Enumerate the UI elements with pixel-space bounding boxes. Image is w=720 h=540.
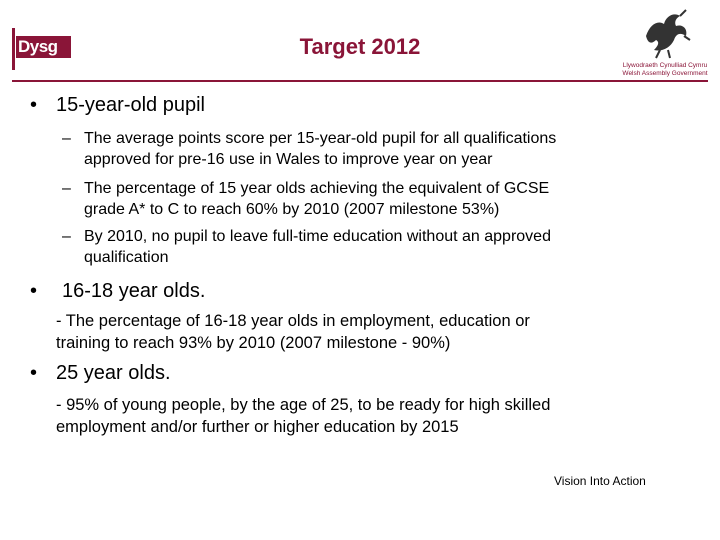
bullet-label: 16-18 year olds. [62,280,206,302]
gov-logo-line2: Welsh Assembly Government [622,70,708,77]
logo-text: Dysg [18,37,58,56]
bullet-label: 25 year olds. [56,362,171,384]
sub-line: By 2010, no pupil to leave full-time education without an approved [84,228,551,245]
sub-line: The average points score per 15-year-old pupil for all qualifications [84,130,557,147]
body-line: employment and/or further or higher education by 2015 [56,418,459,436]
header-divider [12,80,708,82]
footer-text: Vision Into Action [554,474,646,488]
page-title: Target 2012 [299,34,421,59]
gov-logo-line1: Llywodraeth Cynulliad Cymru [622,62,708,69]
sub-dash: – [62,130,71,147]
welsh-assembly-logo [618,6,712,80]
sub-line: approved for pre-16 use in Wales to improve year on year [84,151,493,168]
sub-dash: – [62,228,71,245]
body-line: - The percentage of 16-18 year olds in employment, education or [56,312,530,330]
sub-line: grade A* to C to reach 60% by 2010 (2007 milestone 53%) [84,201,500,218]
body-line: training to reach 93% by 2010 (2007 milestone - 90%) [56,334,451,352]
bullet-dot: • [30,362,38,384]
sub-dash: – [62,180,71,197]
dysg-logo [12,28,68,68]
dragon-icon [640,6,692,60]
bullet-dot: • [30,94,38,116]
bullet-dot: • [30,280,38,302]
bullet-label: 15-year-old pupil [56,94,205,116]
sub-line: qualification [84,249,169,266]
logo-bar [12,28,15,70]
body-line: - 95% of young people, by the age of 25, to be ready for high skilled [56,396,551,414]
sub-line: The percentage of 15 year olds achieving the equivalent of GCSE [84,180,550,197]
